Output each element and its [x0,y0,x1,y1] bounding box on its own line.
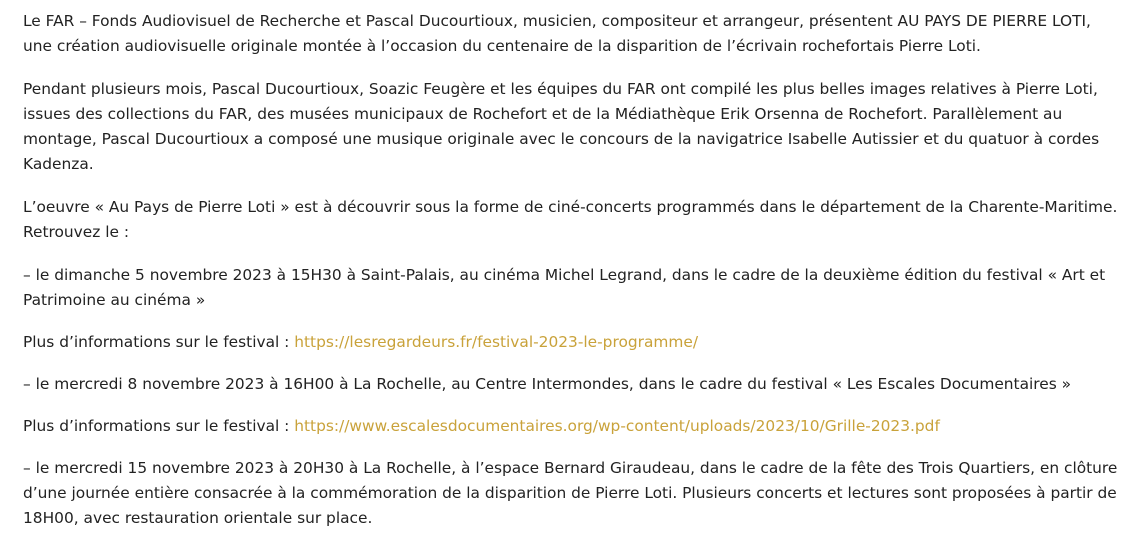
text-line: Pendant plusieurs mois, Pascal Ducourtioux, Soazic Feugère et les équipes du FAR ont compilé les plus belles images relatives à Pierre Loti, [23,80,1098,98]
festival-info-2 [23,414,1121,439]
text-line: une création audiovisuelle originale montée à l’occasion du centenaire de la disparition de l’écrivain rochefortais Pierre Loti. [23,37,981,55]
event-la-rochelle-giraudeau [23,456,1121,531]
text-line: d’une journée entière consacrée à la commémoration de la disparition de Pierre Loti. Plusieurs concerts et lectures sont proposées à partir de [23,484,1117,502]
festival-link-lesregardeurs[interactable]: https://lesregardeurs.fr/festival-2023-le-programme/ [294,333,699,351]
text-line: Le FAR – Fonds Audiovisuel de Recherche et Pascal Ducourtioux, musicien, compositeur et arrangeur, présentent AU PAYS DE PIERRE LOTI, [23,12,1091,30]
event-la-rochelle-intermondes [23,372,1121,397]
event-saint-palais [23,263,1121,313]
festival-info-1 [23,330,1121,355]
ciné-concert-paragraph [23,195,1121,245]
text-line: – le mercredi 15 novembre 2023 à 20H30 à La Rochelle, à l’espace Bernard Giraudeau, dans le cadre de la fête des Trois Quartiers, en clôture [23,459,1118,477]
text-line: Patrimoine au cinéma » [23,291,206,309]
info-label: Plus d’informations sur le festival : [23,333,295,351]
festival-link-escales[interactable]: https://www.escalesdocumentaires.org/wp-content/uploads/2023/10/Grille-2023.pdf [294,417,940,435]
text-line: 18H00, avec restauration orientale sur place. [23,509,373,527]
text-line: Kadenza. [23,155,94,173]
info-label: Plus d’informations sur le festival : [23,417,295,435]
text-line: issues des collections du FAR, des musées municipaux de Rochefort et de la Médiathèque Erik Orsenna de Rochefort. Parallèlement au [23,105,1063,123]
text-line: L’oeuvre « Au Pays de Pierre Loti » est à découvrir sous la forme de ciné-concerts programmés dans le département de la Charente-Maritime. [23,198,1118,216]
production-paragraph [23,77,1121,177]
text-line: – le mercredi 8 novembre 2023 à 16H00 à La Rochelle, au Centre Intermondes, dans le cadre du festival « Les Escales Documentaires » [23,375,1072,393]
intro-paragraph [23,9,1121,59]
text-line: Retrouvez le : [23,223,130,241]
text-line: montage, Pascal Ducourtioux a composé une musique originale avec le concours de la navigatrice Isabelle Autissier et du quatuor à cordes [23,130,1100,148]
text-line: – le dimanche 5 novembre 2023 à 15H30 à Saint-Palais, au cinéma Michel Legrand, dans le cadre de la deuxième édition du festival « Art et [23,266,1106,284]
